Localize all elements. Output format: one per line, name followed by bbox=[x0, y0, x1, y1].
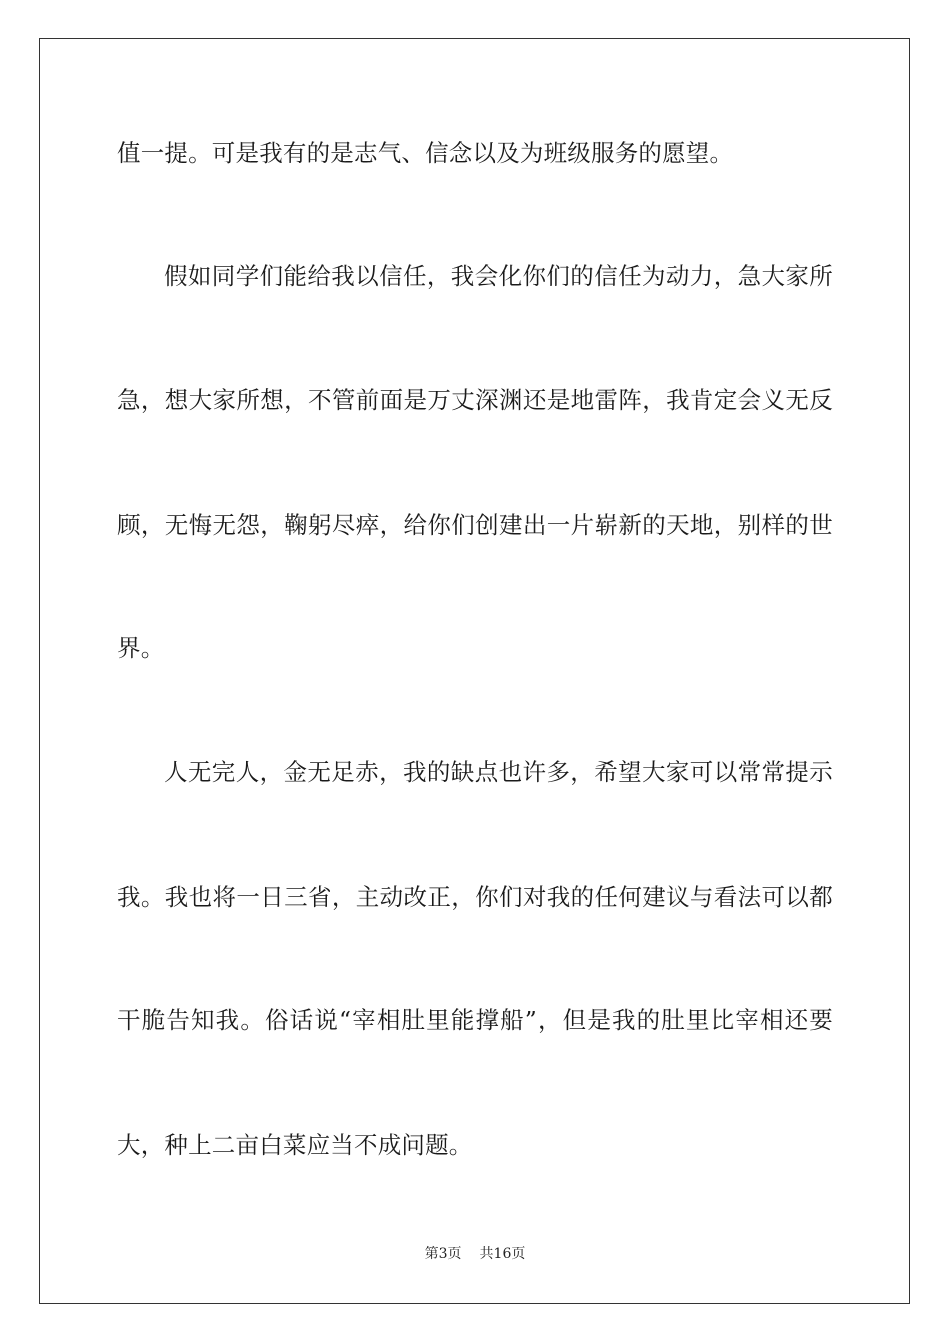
text-line-5: 界。 bbox=[117, 634, 165, 662]
page-footer bbox=[0, 1245, 950, 1263]
total-pages: 共16页 bbox=[479, 1246, 526, 1262]
page-border bbox=[39, 38, 910, 1304]
text-line-4: 顾，无悔无怨，鞠躬尽瘁，给你们创建出一片崭新的天地，别样的世 bbox=[117, 511, 833, 539]
text-line-2: 假如同学们能给我以信任，我会化你们的信任为动力，急大家所 bbox=[164, 262, 833, 290]
text-line-3: 急，想大家所想，不管前面是万丈深渊还是地雷阵，我肯定会义无反 bbox=[117, 386, 833, 414]
text-line-8: 干脆告知我。俗话说“宰相肚里能撑船”，但是我的肚里比宰相还要 bbox=[117, 1006, 833, 1034]
page-number: 第3页 bbox=[424, 1246, 462, 1262]
text-line-1: 值一提。可是我有的是志气、信念以及为班级服务的愿望。 bbox=[117, 139, 734, 167]
text-line-7: 我。我也将一日三省，主动改正，你们对我的任何建议与看法可以都 bbox=[117, 883, 833, 911]
text-line-6: 人无完人，金无足赤，我的缺点也许多，希望大家可以常常提示 bbox=[164, 758, 833, 786]
text-line-9: 大，种上二亩白菜应当不成问题。 bbox=[117, 1131, 473, 1159]
